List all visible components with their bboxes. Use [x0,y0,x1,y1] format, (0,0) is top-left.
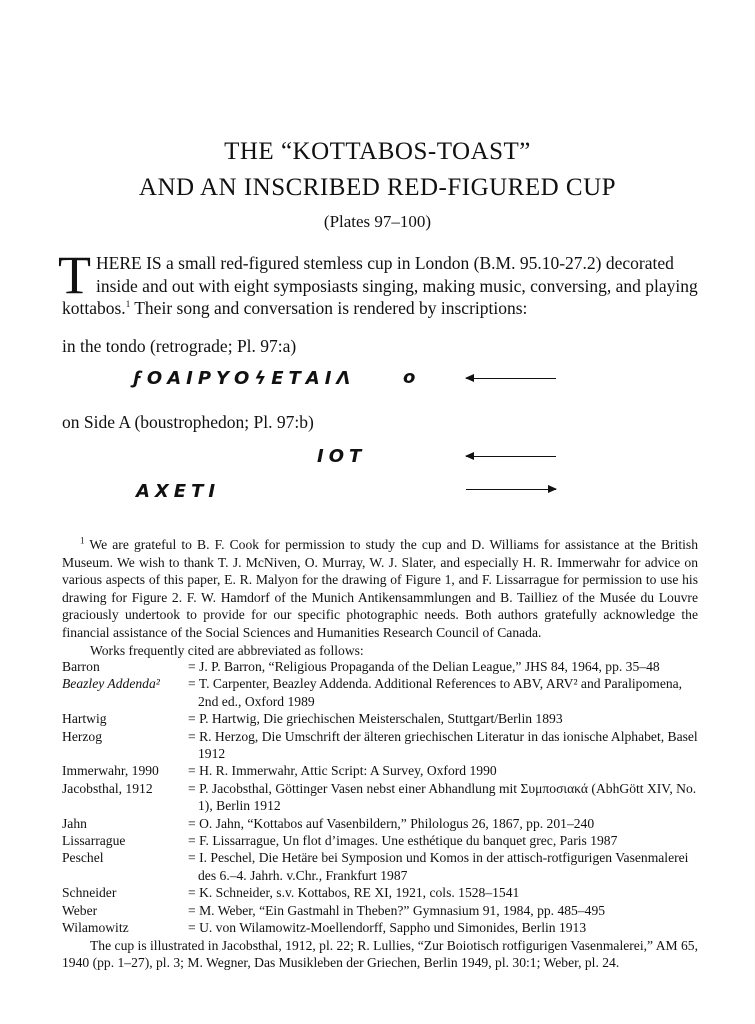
drop-cap: T [58,245,91,305]
footnote: $^1$ We are grateful to B. F. Cook for permission to study the cup and D. Williams for assistance at the British Museum. We wish to thank T. J. McNiven, O. Murray, W. J. Slater, and especially H. R. Immerwahr for advice on various aspects of this paper, E. R. Malyon for the drawing of Figure 1, and F. Lissarrague for permission to use his drawing for Figure 2. F. W. Hamdorf of the Munich Antikensammlungen and B. Tailliez of the Musée du Louvre graciously undertook to provide for our specific photographic needs. Both authors gratefully acknowledge the financial assistance of the Social Sciences and Humanities Research Council of Canada. Works frequently cited are abbreviated as follows: [62,535,698,658]
side-a-inscription-line-1: ΙΟΤ [317,446,367,467]
reference-row: Weber = M. Weber, “Ein Gastmahl in Theben?” Gymnasium 91, 1984, pp. 485–495 [62,902,606,918]
reference-row: Herzog = R. Herzog, Die Umschrift der älteren griechischen Literatur in das ionische Alphabet, Basel 1912 [62,728,698,762]
side-a-label: on Side A (boustrophedon; Pl. 97:b) [62,412,314,432]
reference-row: Beazley Addenda² = T. Carpenter, Beazley Addenda. Additional References to ABV, ARV² and Paralipomena, 2nd ed., Oxford 1989 [62,676,683,709]
works-intro: Works frequently cited are abbreviated as follows: [90,642,364,658]
reference-row: Wilamowitz = U. von Wilamowitz-Moellendorff, Sappho und Simonides, Berlin 1913 [62,920,587,936]
footnote-marker: 1 [125,299,131,310]
side-a-right-arrow [466,489,556,490]
title-line-2: AND AN INSCRIBED RED-FIGURED CUP [138,174,617,201]
intro-line-2: inside and out with eight symposiasts singing, making music, conversing, and playing [96,275,698,296]
plates-reference: (Plates 97–100) [323,212,432,231]
intro-first-word: HERE IS [96,253,162,273]
intro-paragraph: HERE IS a small red-figured stemless cup in London (B.M. 95.10-27.2) decorated inside and out with eight symposiasts singing, making music, conversing, and playing kottabos.$^1$ Their song and conversation is rendered by inscriptions: [62,253,698,318]
reference-row: Lissarrague = F. Lissarrague, Un flot d’images. Une esthétique du banquet grec, Paris 1987 [62,833,618,849]
reference-row: Jacobsthal, 1912 = P. Jacobsthal, Göttinger Vasen nebst einer Abhandlung mit Συμποσιακά (AbhGött XIV, No. 1), Berlin 1912 [62,780,697,814]
retrograde-arrow [466,378,556,379]
reference-row: Immerwahr, 1990 = H. R. Immerwahr, Attic Script: A Survey, Oxford 1990 [62,763,497,779]
side-a-left-arrow [466,456,556,457]
closing-note: The cup is illustrated in Jacobsthal, 1912, pl. 22; R. Lullies, “Zur Boiotisch rotfigurigen Vasenmalerei,” AM 65, 1940 (pp. 1–27), pl. 3; M. Wegner, Das Musikleben der Griechen, Berlin 1949, pl. 30:1; Weber, pl. 24. [62,937,698,971]
reference-list [62,658,698,972]
side-a-inscription-line-2: ΑΧΕΤΙ [136,481,221,502]
reference-row: Schneider = K. Schneider, s.v. Kottabos, RE XI, 1921, cols. 1528–1541 [62,885,520,901]
reference-row: Barron = J. P. Barron, “Religious Propaganda of the Delian League,” JHS 84, 1964, pp. 35–48 [62,659,660,674]
reference-row: Jahn = O. Jahn, “Kottabos auf Vasenbildern,” Philologus 26, 1867, pp. 201–240 [62,815,595,831]
tondo-inscription: ϝΟΑΙΡΥΟϟΕΤΑΙΛ [133,368,356,389]
tondo-inscription-o: ο [403,367,421,388]
reference-row: Hartwig = P. Hartwig, Die griechischen Meisterschalen, Stuttgart/Berlin 1893 [62,711,563,727]
footnote-number: 1 [80,535,85,546]
tondo-label: in the tondo (retrograde; Pl. 97:a) [62,336,297,356]
reference-row: Peschel = I. Peschel, Die Hetäre bei Symposion und Komos in der attisch-rotfigurigen Vasenmalerei des 6.–4. Jahrh. v.Chr., Frankfurt 1987 [62,850,689,883]
title-line-1: THE “KOTTABOS-TOAST” [224,138,531,165]
